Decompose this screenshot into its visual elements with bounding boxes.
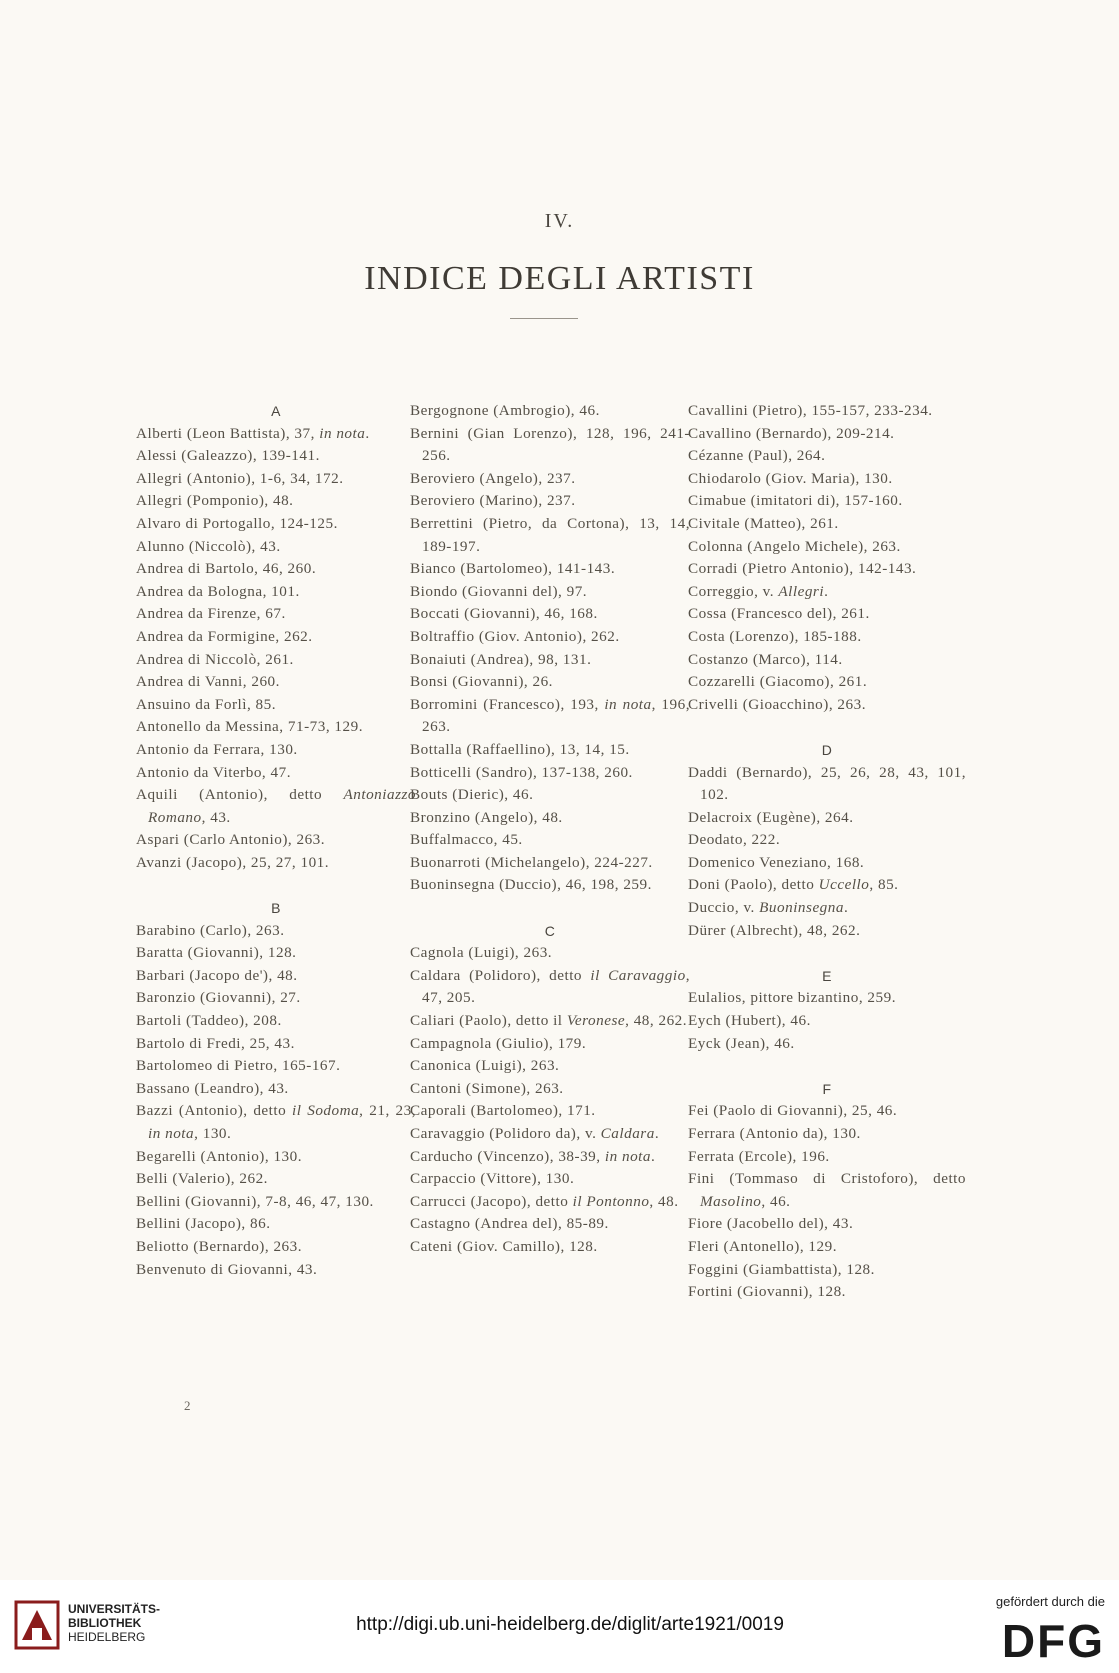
- entry-text: .: [650, 1147, 656, 1165]
- page-number: 2: [184, 1398, 191, 1413]
- index-entry: [136, 920, 416, 943]
- entry-text: Campagnola (Giulio), 179.: [410, 1034, 587, 1052]
- index-entry: [688, 400, 966, 423]
- index-entry: [136, 671, 416, 694]
- index-entry: [410, 1123, 690, 1146]
- index-entry: [410, 1236, 690, 1259]
- index-entry: [410, 694, 690, 739]
- index-entry: [410, 1100, 690, 1123]
- digitization-footer: [0, 1580, 1119, 1673]
- entry-text: Bergognone (Ambrogio), 46.: [410, 402, 600, 419]
- index-entry: [410, 829, 690, 852]
- index-column-3: [688, 400, 966, 1304]
- entry-text: Aquili (Antonio), detto: [136, 786, 344, 804]
- entry-text: Antonello da Messina, 71-73, 129.: [136, 718, 363, 736]
- section-gap: [410, 897, 690, 920]
- entry-text: Correggio, v.: [688, 582, 779, 600]
- entry-text: Andrea da Bologna, 101.: [136, 582, 300, 600]
- entry-text: Alvaro di Portogallo, 124-125.: [136, 514, 338, 532]
- index-entry: [688, 874, 966, 897]
- index-entry: [410, 1191, 690, 1214]
- library-logo-icon: [14, 1600, 60, 1650]
- entry-text: Buonarroti (Michelangelo), 224-227.: [410, 853, 653, 871]
- index-entry: [136, 490, 416, 513]
- entry-text: , 85.: [869, 876, 899, 894]
- entry-text: Borromini (Francesco), 193,: [410, 695, 605, 713]
- index-entry: [688, 762, 966, 807]
- index-entry: [688, 1281, 966, 1304]
- entry-text: Baratta (Giovanni), 128.: [136, 944, 297, 962]
- index-entry: [410, 942, 690, 965]
- entry-text: Boccati (Giovanni), 46, 168.: [410, 605, 598, 623]
- entry-italic-text: Allegri: [778, 582, 825, 600]
- entry-text: Ferrata (Ercole), 196.: [688, 1147, 830, 1165]
- library-name-line-3: HEIDELBERG: [68, 1630, 146, 1644]
- entry-text: Antonio da Viterbo, 47.: [136, 763, 291, 781]
- entry-text: Beliotto (Bernardo), 263.: [136, 1237, 303, 1255]
- index-entry: [688, 920, 966, 943]
- index-entry: [410, 581, 690, 604]
- section-letter: F: [822, 1080, 832, 1097]
- index-entry: [410, 490, 690, 513]
- entry-text: Carducho (Vincenzo), 38-39,: [410, 1147, 605, 1165]
- index-entry: [688, 626, 966, 649]
- index-entry: [136, 1213, 416, 1236]
- index-entry: [688, 423, 966, 446]
- index-entry: [136, 739, 416, 762]
- entry-text: Barbari (Jacopo de'), 48.: [136, 966, 298, 984]
- section-gap: [688, 1055, 966, 1078]
- entry-text: Buoninsegna (Duccio), 46, 198, 259.: [410, 876, 652, 894]
- index-entry: [410, 1010, 690, 1033]
- section-gap: [688, 716, 966, 739]
- entry-text: Costa (Lorenzo), 185-188.: [688, 627, 862, 645]
- index-entry: [410, 400, 690, 423]
- index-entry: [136, 965, 416, 988]
- entry-text: , 48.: [649, 1192, 679, 1210]
- entry-text: Beroviero (Angelo), 237.: [410, 469, 576, 487]
- entry-text: Civitale (Matteo), 261.: [688, 514, 839, 532]
- index-entry: [688, 852, 966, 875]
- index-entry: [136, 649, 416, 672]
- entry-text: Eulalios, pittore bizantino, 259.: [688, 989, 896, 1007]
- entry-text: , 21, 23,: [359, 1102, 417, 1120]
- index-entry: [410, 649, 690, 672]
- entry-text: Cozzarelli (Giacomo), 261.: [688, 673, 868, 691]
- entry-text: Beroviero (Marino), 237.: [410, 492, 576, 510]
- index-column-1: [136, 400, 416, 1281]
- section-letter: D: [821, 741, 833, 758]
- index-entry: [410, 558, 690, 581]
- entry-text: Andrea di Niccolò, 261.: [136, 650, 294, 668]
- index-entry: [410, 1078, 690, 1101]
- index-entry: [136, 1236, 416, 1259]
- index-entry: [136, 626, 416, 649]
- entry-text: Dürer (Albrecht), 48, 262.: [688, 921, 861, 939]
- index-entry: [688, 536, 966, 559]
- library-name: [68, 1602, 160, 1644]
- index-entry: [136, 536, 416, 559]
- entry-text: Deodato, 222.: [688, 831, 781, 849]
- entry-text: Daddi (Bernardo), 25, 26, 28, 43, 101, 102.: [688, 763, 966, 804]
- library-name-line-1: UNIVERSITÄTS-: [68, 1602, 161, 1616]
- entry-text: Fleri (Antonello), 129.: [688, 1237, 838, 1255]
- entry-text: Bartolo di Fredi, 25, 43.: [136, 1034, 295, 1052]
- entry-italic-text: in nota: [319, 424, 366, 442]
- entry-text: .: [824, 582, 829, 600]
- index-entry: [410, 626, 690, 649]
- page-title: INDICE DEGLI ARTISTI: [364, 260, 755, 297]
- entry-italic-text: Antoniazzo Romano: [148, 786, 416, 826]
- entry-text: Alunno (Niccolò), 43.: [136, 537, 281, 555]
- entry-text: Bassano (Leandro), 43.: [136, 1079, 289, 1097]
- entry-text: Cézanne (Paul), 264.: [688, 447, 826, 465]
- section-letter: A: [271, 403, 281, 419]
- index-entry: [410, 807, 690, 830]
- index-entry: [136, 423, 416, 446]
- index-entry: [688, 558, 966, 581]
- entry-text: Botticelli (Sandro), 137-138, 260.: [410, 763, 633, 781]
- entry-text: Allegri (Antonio), 1-6, 34, 172.: [136, 469, 344, 487]
- entry-text: Buffalmacco, 45.: [410, 831, 523, 849]
- entry-text: Belli (Valerio), 262.: [136, 1170, 268, 1188]
- entry-italic-text: Caldara: [600, 1125, 655, 1142]
- section-letter: C: [544, 922, 556, 939]
- entry-text: .: [843, 899, 849, 917]
- index-entry: [410, 1033, 690, 1056]
- index-entry: [136, 1191, 416, 1214]
- index-entry: [688, 671, 966, 694]
- index-entry: [410, 852, 690, 875]
- entry-text: Canonica (Luigi), 263.: [410, 1057, 560, 1075]
- index-entry: [136, 513, 416, 536]
- entry-italic-text: Uccello: [818, 876, 870, 894]
- index-entry: [136, 1078, 416, 1101]
- entry-text: Alberti (Leon Battista), 37,: [136, 424, 320, 442]
- entry-italic-text: Buoninsegna: [759, 899, 844, 917]
- index-entry: [136, 1010, 416, 1033]
- index-entry: [136, 445, 416, 468]
- index-entry: [136, 581, 416, 604]
- entry-italic-text: il Pontonno: [572, 1192, 650, 1210]
- title-divider: [510, 318, 578, 319]
- entry-text: Andrea da Formigine, 262.: [136, 627, 313, 645]
- index-entry: [136, 784, 416, 829]
- source-url[interactable]: http://digi.ub.uni-heidelberg.de/diglit/arte1921/0019: [356, 1614, 784, 1635]
- entry-italic-text: Veronese: [566, 1012, 626, 1030]
- entry-italic-text: il Caravaggio: [590, 966, 686, 984]
- index-entry: [410, 965, 690, 1010]
- entry-text: Baronzio (Giovanni), 27.: [136, 989, 301, 1007]
- entry-text: Carpaccio (Vittore), 130.: [410, 1170, 575, 1188]
- section-numeral: IV.: [544, 210, 575, 232]
- entry-text: .: [365, 424, 370, 442]
- entry-text: Alessi (Galeazzo), 139-141.: [136, 447, 320, 465]
- entry-text: Colonna (Angelo Michele), 263.: [688, 537, 901, 555]
- entry-text: Cavallino (Bernardo), 209-214.: [688, 424, 895, 442]
- index-entry: [136, 468, 416, 491]
- entry-text: Andrea di Bartolo, 46, 260.: [136, 560, 317, 578]
- entry-text: Bouts (Dieric), 46.: [410, 786, 534, 804]
- library-name-line-2: BIBLIOTHEK: [68, 1616, 142, 1630]
- index-entry: [688, 987, 966, 1010]
- index-entry: [136, 603, 416, 626]
- index-entry: [136, 716, 416, 739]
- entry-text: Caravaggio (Polidoro da), v.: [410, 1125, 601, 1142]
- entry-text: Antonio da Ferrara, 130.: [136, 740, 298, 758]
- entry-text: Andrea di Vanni, 260.: [136, 673, 280, 691]
- index-column-2: [410, 400, 690, 1259]
- entry-text: Aspari (Carlo Antonio), 263.: [136, 831, 326, 849]
- index-entry: [136, 829, 416, 852]
- entry-text: Carrucci (Jacopo), detto: [410, 1192, 573, 1210]
- index-entry: [136, 852, 416, 875]
- index-entry: [410, 1055, 690, 1078]
- index-entry: [410, 423, 690, 468]
- index-entry: [410, 1213, 690, 1236]
- entry-text: Caldara (Polidoro), detto: [410, 966, 591, 984]
- index-entry: [136, 762, 416, 785]
- index-entry: [688, 649, 966, 672]
- index-entry: [136, 1055, 416, 1078]
- entry-text: Eych (Hubert), 46.: [688, 1012, 811, 1030]
- index-entry: [410, 874, 690, 897]
- index-entry: [688, 1010, 966, 1033]
- index-entry: [410, 784, 690, 807]
- entry-text: Chiodarolo (Giov. Maria), 130.: [688, 469, 893, 487]
- funded-by-label: gefördert durch die: [995, 1594, 1105, 1609]
- entry-text: Bonaiuti (Andrea), 98, 131.: [410, 650, 592, 668]
- entry-text: Duccio, v.: [688, 899, 760, 917]
- entry-text: Bronzino (Angelo), 48.: [410, 808, 563, 826]
- entry-text: , 43.: [201, 808, 231, 826]
- index-entry: [688, 1033, 966, 1056]
- entry-text: Berrettini (Pietro, da Cortona), 13, 14, 189-197.: [410, 514, 690, 555]
- section-gap: [688, 942, 966, 965]
- index-entry: [136, 1146, 416, 1169]
- index-entry: [410, 1146, 690, 1169]
- index-entry: [410, 513, 690, 558]
- entry-italic-text: Masolino: [700, 1192, 762, 1210]
- entry-text: Bazzi (Antonio), detto: [136, 1102, 292, 1120]
- entry-text: Eyck (Jean), 46.: [688, 1034, 795, 1052]
- entry-text: Domenico Veneziano, 168.: [688, 853, 865, 871]
- entry-text: Castagno (Andrea del), 85-89.: [410, 1215, 609, 1233]
- entry-text: Avanzi (Jacopo), 25, 27, 101.: [136, 853, 330, 871]
- index-entry: [136, 1100, 416, 1145]
- index-entry: [410, 739, 690, 762]
- index-entry: [688, 694, 966, 717]
- index-entry: [688, 468, 966, 491]
- section-letter: E: [822, 967, 832, 984]
- index-entry: [688, 1100, 966, 1123]
- entry-text: Cagnola (Luigi), 263.: [410, 944, 553, 962]
- entry-italic-text: in nota: [604, 695, 652, 713]
- index-entry: [688, 490, 966, 513]
- entry-text: Costanzo (Marco), 114.: [688, 650, 843, 668]
- section-gap: [136, 874, 416, 897]
- index-entry: [136, 1259, 416, 1282]
- index-entry: [410, 671, 690, 694]
- entry-text: , 47, 205.: [422, 966, 690, 1007]
- index-entry: [688, 513, 966, 536]
- entry-text: Bellini (Jacopo), 86.: [136, 1215, 271, 1233]
- entry-text: Cateni (Giov. Camillo), 128.: [410, 1237, 598, 1255]
- entry-text: Bellini (Giovanni), 7-8, 46, 47, 130.: [136, 1192, 374, 1210]
- entry-text: Doni (Paolo), detto: [688, 876, 819, 894]
- index-entry: [410, 468, 690, 491]
- index-entry: [688, 829, 966, 852]
- index-entry: [136, 1033, 416, 1056]
- entry-text: Bonsi (Giovanni), 26.: [410, 673, 553, 691]
- entry-text: Cantoni (Simone), 263.: [410, 1079, 564, 1097]
- index-entry: [136, 987, 416, 1010]
- entry-text: , 196, 263.: [422, 695, 690, 736]
- section-letter: B: [271, 900, 281, 917]
- entry-text: Andrea da Firenze, 67.: [136, 605, 286, 623]
- index-entry: [688, 897, 966, 920]
- entry-text: Barabino (Carlo), 263.: [136, 921, 285, 939]
- entry-text: , 46.: [761, 1192, 791, 1210]
- entry-text: Fiore (Jacobello del), 43.: [688, 1215, 854, 1233]
- index-entry: [688, 1259, 966, 1282]
- entry-text: Ferrara (Antonio da), 130.: [688, 1125, 861, 1142]
- index-entry: [688, 445, 966, 468]
- entry-text: Foggini (Giambattista), 128.: [688, 1260, 875, 1278]
- entry-italic-text: in nota: [604, 1147, 651, 1165]
- index-entry: [410, 603, 690, 626]
- index-entry: [688, 581, 966, 604]
- entry-text: Fini (Tommaso di Cristoforo), detto: [688, 1170, 966, 1188]
- entry-text: Bianco (Bartolomeo), 141-143.: [410, 560, 616, 578]
- entry-text: Biondo (Giovanni del), 97.: [410, 582, 588, 600]
- index-entry: [688, 603, 966, 626]
- entry-text: Fei (Paolo di Giovanni), 25, 46.: [688, 1102, 898, 1120]
- entry-text: Caporali (Bartolomeo), 171.: [410, 1102, 596, 1120]
- index-entry: [688, 1213, 966, 1236]
- entry-text: Delacroix (Eugène), 264.: [688, 808, 854, 826]
- entry-text: Corradi (Pietro Antonio), 142-143.: [688, 560, 917, 578]
- index-entry: [688, 1146, 966, 1169]
- entry-text: Cossa (Francesco del), 261.: [688, 605, 870, 623]
- index-entry: [136, 1168, 416, 1191]
- entry-text: Bartolomeo di Pietro, 165-167.: [136, 1057, 341, 1075]
- entry-text: Caliari (Paolo), detto il: [410, 1012, 567, 1030]
- index-entry: [688, 807, 966, 830]
- entry-text: , 130.: [194, 1125, 232, 1142]
- entry-text: , 48, 262.: [625, 1012, 688, 1030]
- entry-text: Allegri (Pomponio), 48.: [136, 492, 294, 510]
- index-entry: [136, 942, 416, 965]
- entry-text: Crivelli (Gioacchino), 263.: [688, 695, 866, 713]
- index-entry: [410, 1168, 690, 1191]
- entry-text: Bartoli (Taddeo), 208.: [136, 1012, 282, 1030]
- entry-text: Cimabue (imitatori di), 157-160.: [688, 492, 903, 510]
- index-entry: [688, 1123, 966, 1146]
- index-entry: [410, 762, 690, 785]
- entry-italic-text: in nota: [148, 1125, 195, 1142]
- entry-italic-text: il Sodoma: [292, 1102, 360, 1120]
- index-entry: [136, 558, 416, 581]
- entry-text: Boltraffio (Giov. Antonio), 262.: [410, 627, 620, 645]
- entry-text: Ansuino da Forlì, 85.: [136, 695, 277, 713]
- entry-text: Benvenuto di Giovanni, 43.: [136, 1260, 318, 1278]
- index-entry: [136, 694, 416, 717]
- entry-text: Bottalla (Raffaellino), 13, 14, 15.: [410, 740, 630, 758]
- dfg-logo: DFG: [1001, 1615, 1105, 1667]
- entry-text: .: [654, 1125, 660, 1142]
- entry-text: Begarelli (Antonio), 130.: [136, 1147, 303, 1165]
- entry-text: Bernini (Gian Lorenzo), 128, 196, 241-256.: [410, 424, 690, 465]
- index-entry: [688, 1168, 966, 1213]
- entry-text: Fortini (Giovanni), 128.: [688, 1283, 846, 1301]
- entry-text: Cavallini (Pietro), 155-157, 233-234.: [688, 402, 933, 419]
- index-entry: [688, 1236, 966, 1259]
